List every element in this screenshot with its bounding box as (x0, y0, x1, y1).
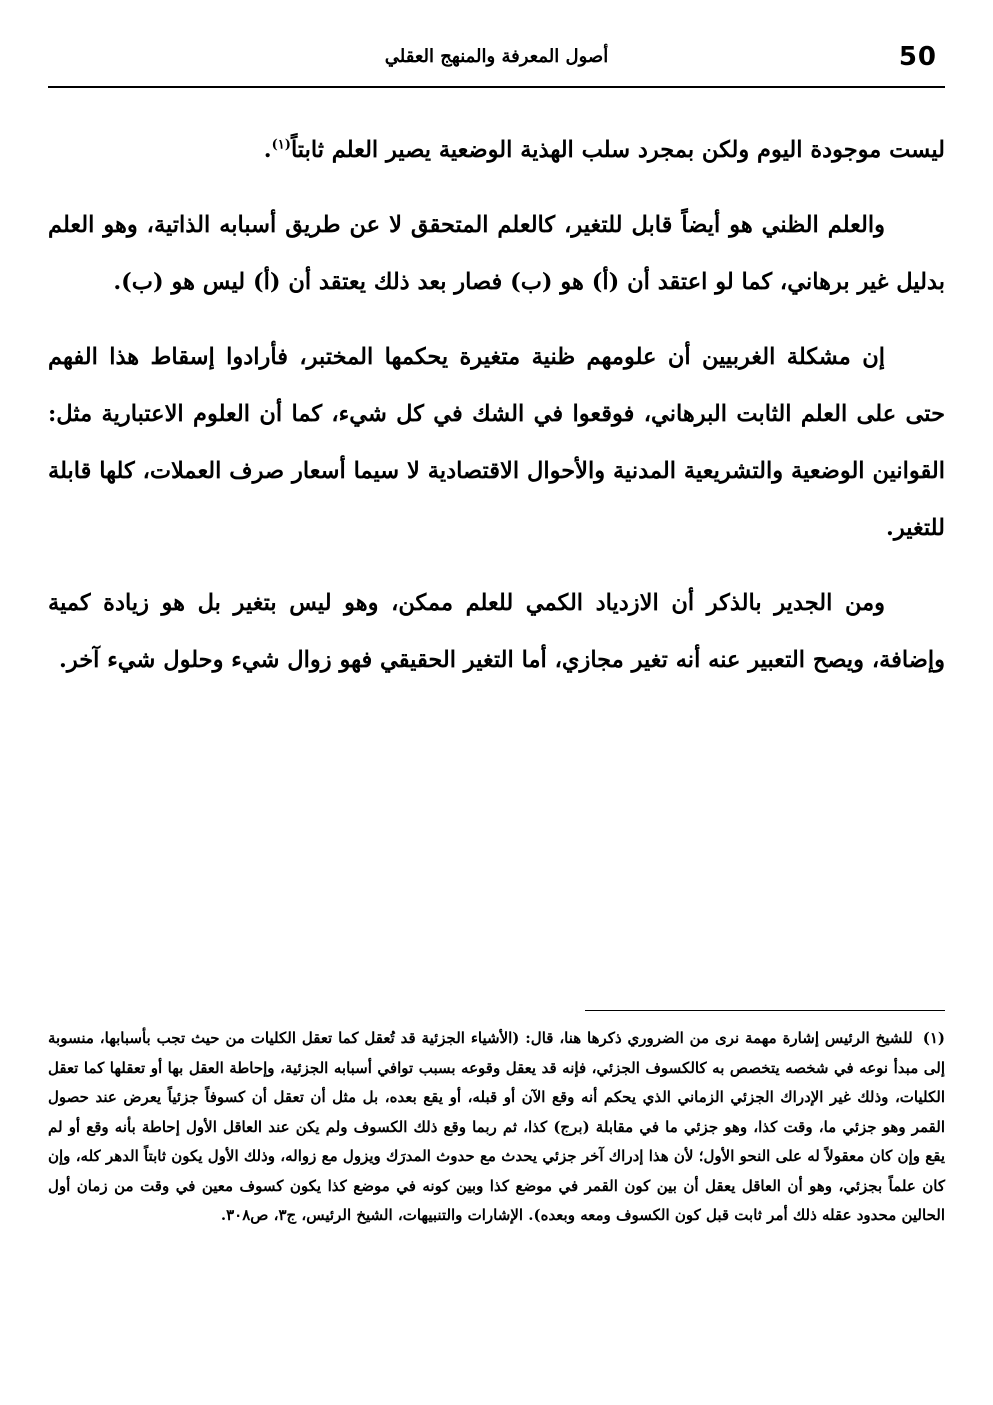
footnote-reference: (١) (271, 137, 291, 153)
footnotes (48, 1024, 945, 1231)
running-header (48, 36, 945, 88)
running-title: أصول المعرفة والمنهج العقلي (384, 46, 609, 67)
paragraph-2: والعلم الظني هو أيضاً قابل للتغير، كالعلم المتحقق لا عن طريق أسبابه الذاتية، وهو العلم بدليل غير برهاني، كما لو اعتقد أن (أ) هو (ب) فصار بعد ذلك يعتقد أن (أ) ليس هو (ب). (48, 212, 945, 295)
footnote-text: للشيخ الرئيس إشارة مهمة نرى من الضروري ذكرها هنا، قال: (الأشياء الجزئية قد تُعقل كما تعقل الكليات من حيث تجب بأسبابها، منسوبة إلى مبدأ نوعه في شخصه يتخصص به كالكسوف الجزئي، فإنه قد يعقل وقوعه بسبب توافي أسبابه الجزئية، وإحاطة العقل بها أو تعقلها كما تعقل الكليات، وذلك غير الإدراك الجزئي الزماني الذي يحكم أنه وقع الآن أو قبله، أو يقع بعده، بل مثل أن تعقل أن كسوفاً جزئياً يعرض عند حصول القمر وهو جزئي ما، وقت كذا، وهو جزئي ما في مقابلة (برج) كذا، ثم ربما وقع ذلك الكسوف ولم يكن عند العاقل الأول إحاطة بأنه وقع أو لم يقع وإن كان معقولاً له على النحو الأول؛ لأن هذا إدراك آخر جزئي يحدث مع حدوث المدرَك ويزول مع زواله، وذلك الأول يكون ثابتاً الدهر كله، وإن كان علماً بجزئي، وهو أن العاقل يعقل أن بين كون القمر في موضع كذا وبين كونه في موضع كذا يكون كسوف معين في وقت من زمان أول الحالين محدود عقله ذلك أمر ثابت قبل كون الكسوف ومعه وبعده). الإشارات والتنبيهات، الشيخ الرئيس، ج٣، ص٣٠٨. (48, 1029, 946, 1224)
page-number: 50 (898, 42, 937, 72)
paragraph-1-text: ليست موجودة اليوم ولكن بمجرد سلب الهذية الوضعية يصير العلم ثابتاً (290, 137, 945, 163)
paragraph-1-end: . (263, 137, 272, 163)
footnote-1 (48, 1024, 945, 1231)
paragraph-1 (48, 122, 945, 179)
main-text (48, 122, 945, 707)
footnote-divider (585, 1010, 945, 1011)
paragraph-4: ومن الجدير بالذكر أن الازدياد الكمي للعلم ممكن، وهو ليس بتغير بل هو زيادة كمية وإضافة، ويصح التعبير عنه أنه تغير مجازي، أما التغير الحقيقي فهو زوال شيء وحلول شيء آخر. (48, 590, 945, 673)
paragraph-3: إن مشكلة الغربيين أن علومهم ظنية متغيرة يحكمها المختبر، فأرادوا إسقاط هذا الفهم حتى على العلم الثابت البرهاني، فوقعوا في الشك في كل شيء، كما أن العلوم الاعتبارية مثل: القوانين الوضعية والتشريعية المدنية والأحوال الاقتصادية لا سيما أسعار صرف العملات، كلها قابلة للتغير. (48, 344, 945, 541)
footnote-marker: (١) (922, 1029, 945, 1047)
